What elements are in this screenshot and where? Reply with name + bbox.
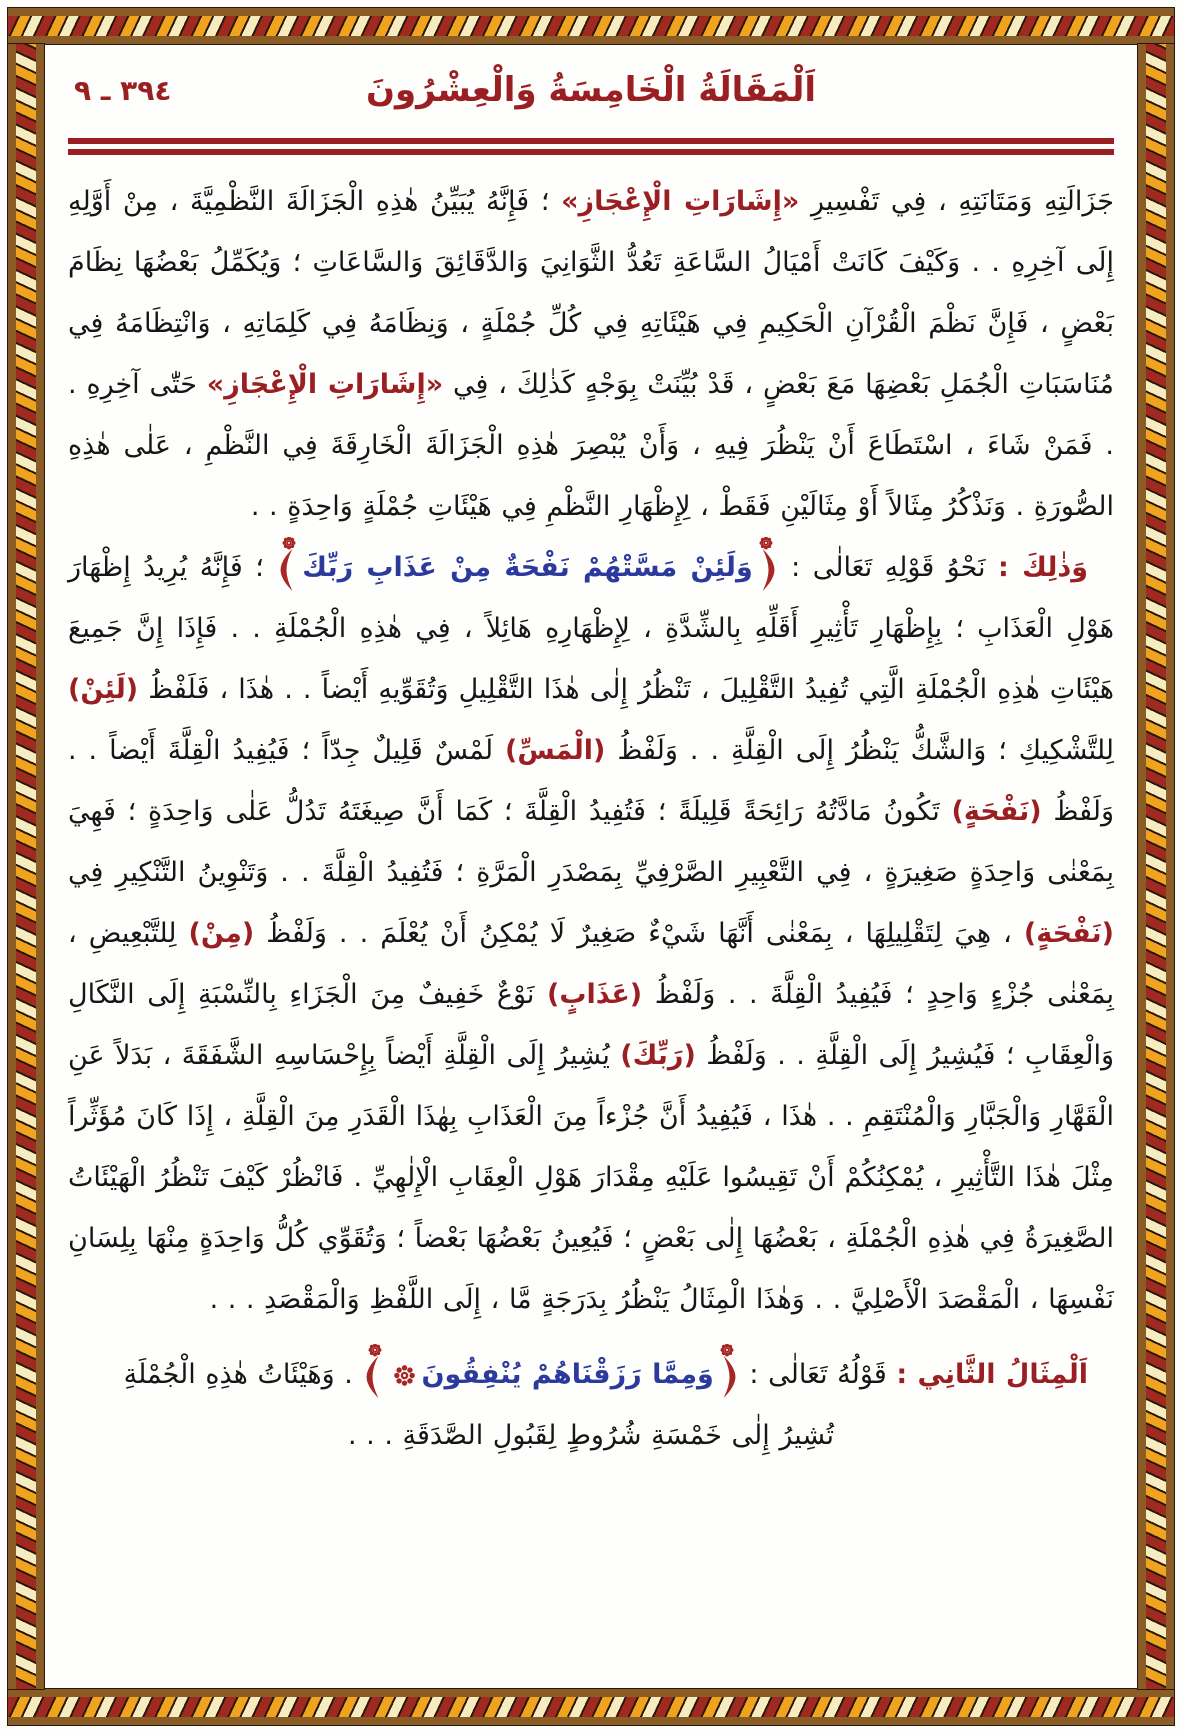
text-run: تَكُونُ مَادَّتُهُ رَائِحَةً قَلِيلَةً ؛ فَتُفِيدُ الْقِلَّةَ ؛ كَمَا أَنَّ صِيغَتَهُ تَدُلُّ عَلٰى وَاحِدَةٍ ؛ فَهِيَ بِمَعْنٰى وَاحِدَةٍ صَغِيرَةٍ ، فِي التَّعْبِيرِ الصَّرْفِيِّ بِمَصْدَرِ الْمَرَّةِ ؛ فَتُفِيدُ الْقِلَّةَ . . وَتَنْوِينُ التَّنْكِيرِ فِي: [68, 796, 1114, 888]
text-run: ؛ فَإِنَّهُ يُبَيِّنُ هٰذِهِ الْجَزَالَةَ النَّظْمِيَّةَ ، مِنْ أَوَّلِهِ إِلَى آخِرِهِ . . وَكَيْفَ كَانَتْ أَمْيَالُ السَّاعَةِ تَعُدُّ الثَّوَانِيَ وَالدَّقَائِقَ وَالسَّاعَاتِ ؛ وَيُكَمِّلُ بَعْضُهَا نِظَامَ بَعْضٍ ، فَإِنَّ نَظْمَ الْقُرْآنِ الْحَكِيمِ فِي هَيْئَاتِهِ فِي كُلِّ جُمْلَةٍ ، وَنِظَامَهُ فِي كَلِمَاتِهِ ، وَانْتِظَامَهُ فِي مُنَاسَبَاتِ الْجُمَلِ بَعْضِهَا مَعَ بَعْضٍ ، قَدْ بُيِّنَتْ بِوَجْهٍ كَذٰلِكَ ، فِي: [68, 186, 1114, 400]
ornamental-border-bottom: [8, 1689, 1174, 1725]
text-run: نَحْوُ قَوْلِهِ تَعَالٰى :: [778, 552, 999, 583]
text-run: ؛ فَإِنَّهُ يُرِيدُ إِظْهَارَ هَوْلِ الْعَذَابِ ؛ بِإِظْهَارِ تَأْثِيرِ أَقَلِّهِ بِالشِّدَّةِ ، لِإِظْهَارِهِ هَائِلاً ، فِي هٰذِهِ الْجُمْلَةِ . . فَإِذَا إِنَّ جَمِيعَ هَيْئَاتِ هٰذِهِ الْجُمْلَةِ الَّتِي تُفِيدُ التَّقْلِيلَ ، تَنْظُرُ إِلٰى هٰذَا التَّقْلِيلِ وَتُقَوِّيهِ أَيْضاً . . هٰذَا ، فَلَفْظُ: [68, 552, 1114, 705]
text-run: لِلتَّشْكِيكِ ؛ وَالشَّكُّ يَنْظُرُ إِلَى الْقِلَّةِ . . وَلَفْظُ: [605, 735, 1114, 766]
page-content: [68, 62, 1114, 1681]
highlighted-term: «إِشَارَاتِ الْإِعْجَازِ»: [561, 186, 800, 217]
text-run: لِلتَّبْعِيضِ ، بِمَعْنٰى جُزْءٍ وَاحِدٍ ؛ فَيُفِيدُ الْقِلَّةَ . . وَلَفْظُ: [68, 918, 1114, 1010]
verse-opening-bracket-icon: [716, 1344, 738, 1398]
highlighted-term: (لَئِنْ): [68, 674, 139, 705]
highlighted-term: وَذٰلِكَ :: [998, 552, 1088, 583]
highlighted-term: (عَذَابٍ): [547, 979, 643, 1010]
ornamental-border-right: [1138, 44, 1174, 1689]
highlighted-term: (رَبِّكَ): [620, 1040, 696, 1071]
page-title: اَلْمَقَالَةُ الْخَامِسَةُ وَالْعِشْرُونَ: [365, 70, 817, 110]
text-run: جَزَالَتِهِ وَمَتَانَتِهِ ، فِي تَفْسِيرِ: [799, 186, 1115, 217]
paragraph: [68, 1405, 1114, 1466]
verse-opening-bracket-icon: [755, 537, 777, 591]
ornamental-border-top: [8, 8, 1174, 44]
highlighted-term: (نَفْحَةٍ): [1023, 918, 1114, 949]
paragraph: [68, 171, 1114, 537]
highlighted-term: «إِشَارَاتِ الْإِعْجَازِ»: [206, 369, 444, 400]
highlighted-term: اَلْمِثَالُ الثَّانِي :: [896, 1359, 1088, 1390]
verse-closing-bracket-icon: [278, 537, 300, 591]
text-run: قَوْلُهُ تَعَالٰى :: [739, 1359, 897, 1390]
body-text: [68, 171, 1114, 1466]
text-run: يُشِيرُ إِلَى الْقِلَّةِ أَيْضاً بِإِحْسَاسِهِ الشَّفَقَةَ ، بَدَلاً عَنِ الْقَهَّارِ وَالْجَبَّارِ وَالْمُنْتَقِمِ . . هٰذَا ، فَيُفِيدُ أَنَّ جُزْءاً مِنَ الْعَذَابِ بِهٰذَا الْقَدَرِ مِنَ الْقِلَّةِ ، إِذَا كَانَ مُؤَثِّراً مِثْلَ هٰذَا التَّأْثِيرِ ، يُمْكِنُكُمْ أَنْ تَقِيسُوا عَلَيْهِ مِقْدَارَ هَوْلِ الْعِقَابِ الْإِلٰهِيِّ . فَانْظُرْ كَيْفَ تَنْظُرُ الْهَيْئَاتُ الصَّغِيرَةُ فِي هٰذِهِ الْجُمْلَةِ ، بَعْضُهَا إِلٰى بَعْضٍ ؛ فَيُعِينُ بَعْضُهَا بَعْضاً ؛ وَتُقَوِّي كُلُّ وَاحِدَةٍ مِنْهَا بِلِسَانِ نَفْسِهَا ، الْمَقْصَدَ الْأَصْلِيَّ . . وَهٰذَا الْمِثَالُ يَنْظُرُ بِدَرَجَةٍ مَّا ، إِلَى اللَّفْظِ وَالْمَقْصَدِ . . .: [68, 1040, 1114, 1315]
rub-el-hizb-rosette-icon: [391, 1362, 418, 1389]
text-run: ، هِيَ لِتَقْلِيلِهَا ، بِمَعْنٰى أَنَّهَا شَيْءٌ صَغِيرٌ لَا يُمْكِنُ أَنْ يُعْلَمَ . . وَلَفْظُ: [254, 918, 1024, 949]
quran-verse-text: وَمِمَّا رَزَقْنَاهُمْ يُنْفِقُونَ: [421, 1359, 714, 1390]
page-number: ٣٩٤ ـ ٩: [74, 74, 172, 107]
paragraph: [68, 1344, 1114, 1405]
header-divider: [68, 138, 1114, 155]
highlighted-term: (نَفْحَةٍ): [951, 796, 1042, 827]
quran-verse-text: وَلَئِنْ مَسَّتْهُمْ نَفْحَةٌ مِنْ عَذَابِ رَبِّكَ: [302, 552, 753, 583]
highlighted-term: (مِنْ): [188, 918, 255, 949]
text-run: حَتّٰى آخِرِهِ . . فَمَنْ شَاءَ ، اسْتَطَاعَ أَنْ يَنْظُرَ فِيهِ ، وَأَنْ يُبْصِرَ هٰذِهِ الْجَزَالَةَ الْخَارِقَةَ فِي النَّظْمِ ، عَلٰى هٰذِهِ الصُّورَةِ . وَنَذْكُرُ مِثَالاً أَوْ مِثَالَيْنِ فَقَطْ ، لِإِظْهَارِ النَّظْمِ فِي هَيْئَاتِ جُمْلَةٍ وَاحِدَةٍ . .: [68, 369, 1114, 522]
ornamental-border-left: [8, 44, 44, 1689]
highlighted-term: (الْمَسِّ): [505, 735, 606, 766]
text-run: نَوْعٌ خَفِيفٌ مِنَ الْجَزَاءِ بِالنِّسْبَةِ إِلَى النَّكَالِ وَالْعِقَابِ ؛ فَيُشِيرُ إِلَى الْقِلَّةِ . . وَلَفْظُ: [68, 979, 1114, 1071]
verse-closing-bracket-icon: [364, 1344, 386, 1398]
paragraph: [68, 537, 1114, 1330]
page-header: [68, 62, 1114, 128]
text-run: . وَهَيْئَاتُ هٰذِهِ الْجُمْلَةِ: [123, 1359, 363, 1390]
text-run: لَمْسٌ قَلِيلٌ جِدّاً ؛ فَيُفِيدُ الْقِلَّةَ أَيْضاً . . وَلَفْظُ: [68, 735, 1114, 827]
text-run: تُشِيرُ إِلٰى خَمْسَةِ شُرُوطٍ لِقَبُولِ الصَّدَقَةِ . . .: [348, 1420, 834, 1451]
